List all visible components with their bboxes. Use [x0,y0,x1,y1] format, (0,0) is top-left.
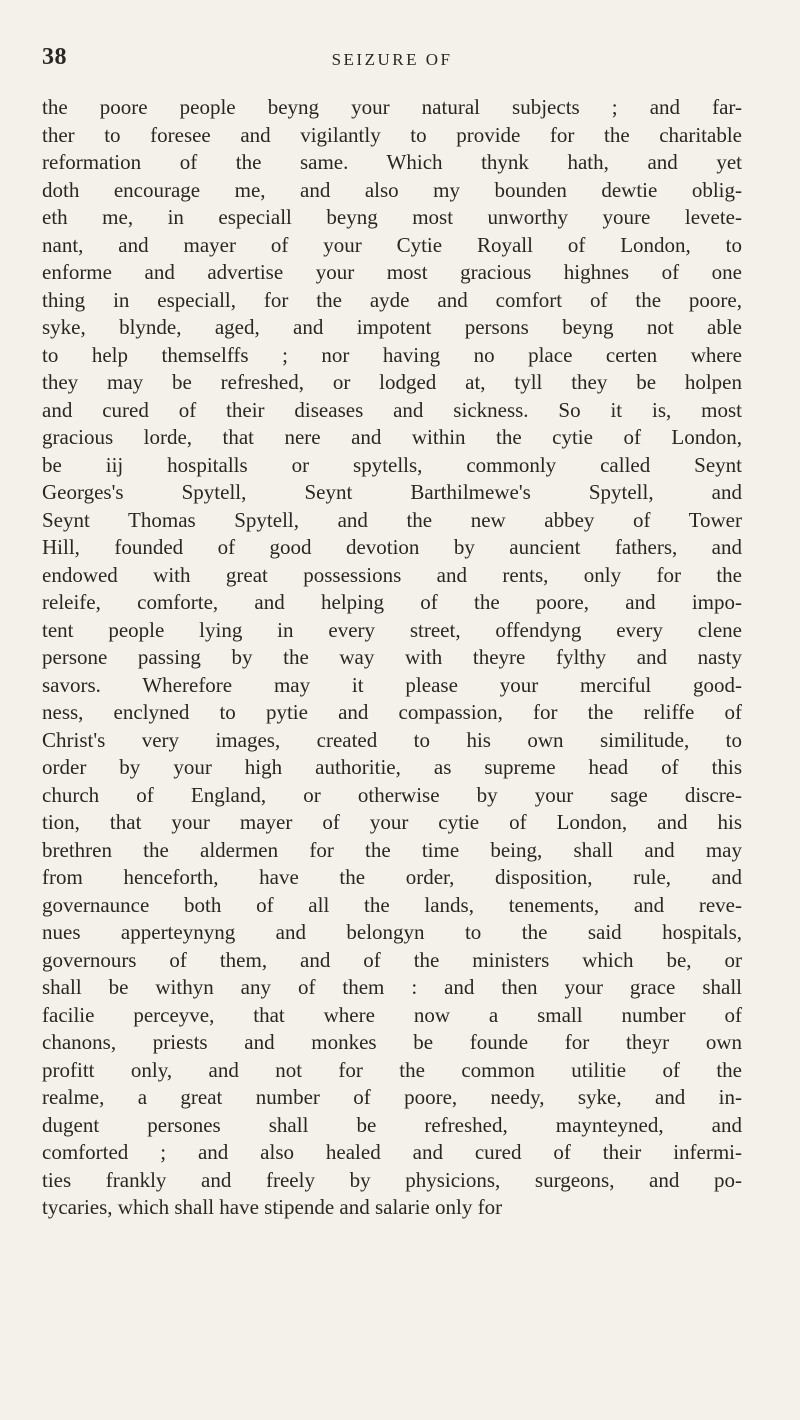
text-line: order by your high authoritie, as supreme head of this [42,755,742,779]
text-line: chanons, priests and monkes be founde for theyr own [42,1030,742,1054]
text-line: governours of them, and of the ministers which be, or [42,947,742,972]
page-header [42,44,742,74]
text-line: church of England, or otherwise by your sage discre- [42,782,742,807]
body-text [42,94,742,1222]
text-line: releife, comforte, and helping of the poore, and impo- [42,590,742,614]
text-line: doth encourage me, and also my bounden dewtie oblig- [42,177,742,202]
text-line: nues apperteynyng and belongyn to the said hospitals, [42,920,742,944]
text-line: they may be refreshed, or lodged at, tyll they be holpen [42,370,742,394]
text-line: be iij hospitalls or spytells, commonly called Seynt [42,452,742,477]
text-line: syke, blynde, aged, and impotent persons beyng not able [42,315,742,339]
text-line: Georges's Spytell, Seynt Barthilmewe's Spytell, and [42,480,742,504]
text-line: ness, enclyned to pytie and compassion, for the reliffe of [42,700,742,724]
text-line: dugent persones shall be refreshed, maynteyned, and [42,1112,742,1137]
text-line: brethren the aldermen for the time being, shall and may [42,837,742,862]
text-line: nant, and mayer of your Cytie Royall of London, to [42,232,742,257]
text-line: Christ's very images, created to his own similitude, to [42,727,742,752]
text-line: from henceforth, have the order, disposition, rule, and [42,865,742,889]
text-line: governaunce both of all the lands, tenements, and reve- [42,892,742,917]
text-line: tion, that your mayer of your cytie of London, and his [42,810,742,834]
text-line: Seynt Thomas Spytell, and the new abbey of Tower [42,507,742,532]
text-line: comforted ; and also healed and cured of their infermi- [42,1140,742,1164]
text-line: gracious lorde, that nere and within the cytie of London, [42,425,742,449]
text-line: ties frankly and freely by physicions, surgeons, and po- [42,1167,742,1192]
text-line: facilie perceyve, that where now a small number of [42,1002,742,1027]
text-line: thing in especiall, for the ayde and comfort of the poore, [42,287,742,312]
running-head: SEIZURE OF [331,50,453,69]
text-line: tycaries, which shall have stipende and salarie only for [42,1195,503,1219]
text-line: endowed with great possessions and rents, only for the [42,562,742,587]
text-line: realme, a great number of poore, needy, syke, and in- [42,1085,742,1109]
page-number: 38 [42,44,67,70]
text-line: persone passing by the way with theyre fylthy and nasty [42,645,742,669]
text-line: reformation of the same. Which thynk hath, and yet [42,150,742,174]
text-line: savors. Wherefore may it please your merciful good- [42,672,742,697]
text-line: shall be withyn any of them : and then your grace shall [42,975,742,999]
text-line: eth me, in especiall beyng most unworthy youre levete- [42,205,742,229]
text-line: to help themselffs ; nor having no place certen where [42,342,742,367]
text-line: enforme and advertise your most gracious highnes of one [42,260,742,284]
text-line: profitt only, and not for the common utilitie of the [42,1057,742,1082]
text-line: tent people lying in every street, offendyng every clene [42,617,742,642]
text-line: ther to foresee and vigilantly to provide for the charitable [42,122,742,147]
text-line: the poore people beyng your natural subjects ; and far- [42,95,742,119]
text-line: Hill, founded of good devotion by auncient fathers, and [42,535,742,559]
text-line: and cured of their diseases and sickness. So it is, most [42,397,742,422]
